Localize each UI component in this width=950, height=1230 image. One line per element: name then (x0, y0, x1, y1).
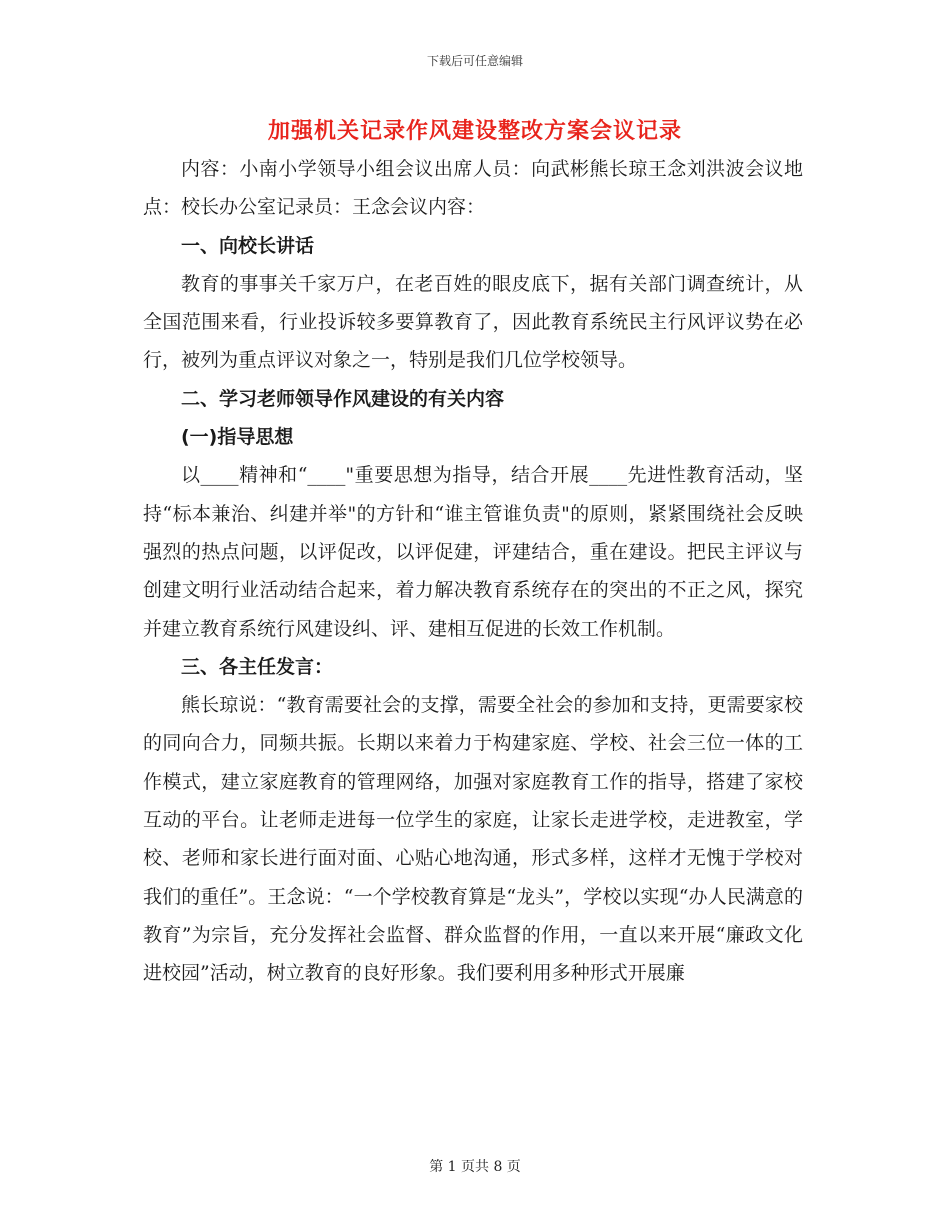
page-header-note: 下载后可任意编辑 (426, 54, 523, 68)
heading-guiding-ideology: (一)指导思想 (181, 426, 294, 449)
paragraph-directors-speeches: 熊长琼说：“教育需要社会的支撑，需要全社会的参加和支持，更需要家校的同向合力，同频共振。长期以来着力于构建家庭、学校、社会三位一体的工作模式，建立家庭教育的管理网络，加强对家庭教育工作的指导，搭建了家校互动的平台。让老师走进每一位学生的家庭，让家长走进学校，走进教室，学校、老师和家长进行面对面、心贴心地沟通，形式多样，这样才无愧于学校对我们的重任”。王念说：“一个学校教育算是“龙头”，学校以实现“办人民满意的教育”为宗旨，充分发挥社会监督、群众监督的作用，一直以来开展“廉政文化进校园”活动，树立教育的良好形象。我们要利用多种形式开展廉 (143, 694, 803, 985)
paragraph-guiding-ideology: 以____精神和“____"重要思想为指导，结合开展____先进性教育活动，坚持“标本兼治、纠建并举"的方针和“谁主管谁负责"的原则，紧紧围绕社会反映强烈的热点问题，以评促改，以评促建，评建结合，重在建设。把民主评议与创建文明行业活动结合起来，着力解决教育系统存在的突出的不正之风，探究并建立教育系统行风建设纠、评、建相互促进的长效工作机制。 (143, 464, 803, 640)
heading-principal-speech: 一、向校长讲话 (181, 234, 315, 257)
heading-study-content: 二、学习老师领导作风建设的有关内容 (181, 387, 505, 410)
document-body (143, 150, 803, 993)
page-number: 第 1 页共 8 页 (429, 1159, 521, 1175)
paragraph-principal-speech: 教育的事事关千家万户，在老百姓的眼皮底下，据有关部门调查统计，从全国范围来看，行业投诉较多要算教育了，因此教育系统民主行风评议势在必行，被列为重点评议对象之一，特别是我们几位学校领导。 (143, 272, 803, 372)
document-title: 加强机关记录作风建设整改方案会议记录 (267, 119, 682, 144)
paragraph-attendees: 内容：小南小学领导小组会议出席人员：向武彬熊长琼王念刘洪波会议地点：校长办公室记录员：王念会议内容： (143, 158, 803, 219)
heading-directors-speeches: 三、各主任发言： (181, 655, 334, 678)
